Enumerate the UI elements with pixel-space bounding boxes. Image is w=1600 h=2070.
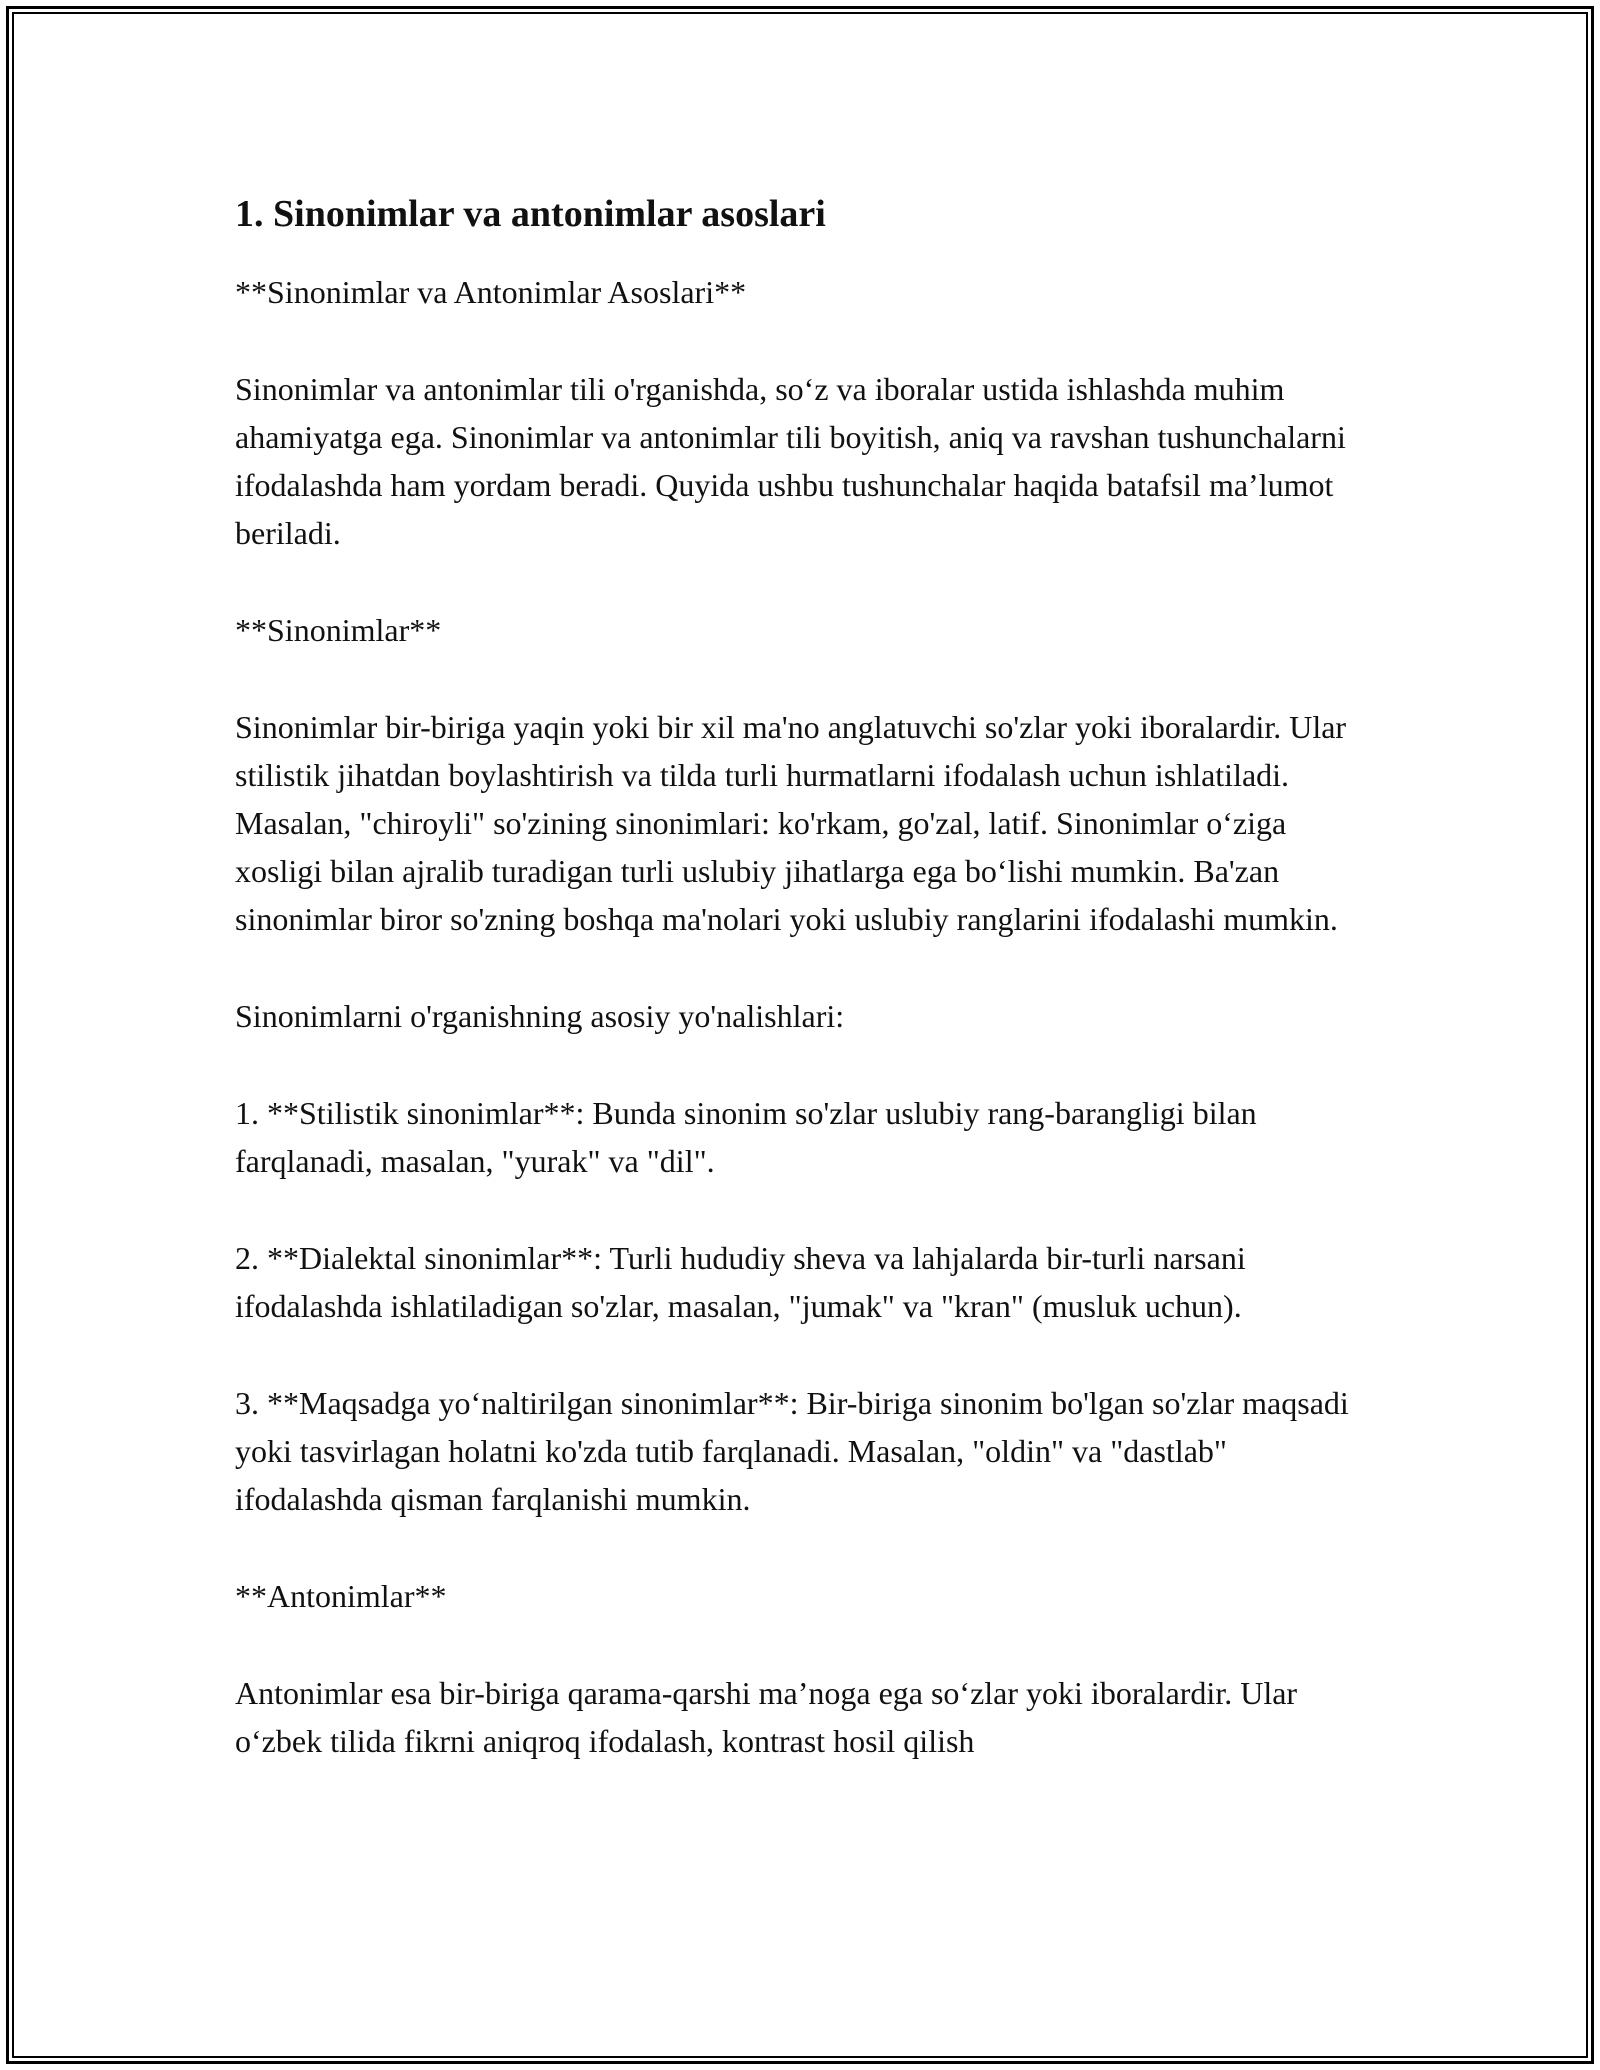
subtitle-paragraph: **Sinonimlar va Antonimlar Asoslari** — [235, 274, 747, 310]
synonyms-definition-paragraph: Sinonimlar bir-biriga yaqin yoki bir xil ma'no anglatuvchi so'zlar yoki iboralardir. Ular stilistik jihatdan boylashtirish va tilda turli hurmatlarni ifodalash uchun ishlatiladi. Masalan, "chiroyli" so'zining sinonimlari: ko'rkam, go'zal, latif. Sinonimlar o‘ziga xosligi bilan ajralib turadigan turli uslubiy jihatlarga ega bo‘lishi mumkin. Ba'zan sinonimlar biror so'zning boshqa ma'nolari yoki uslubiy ranglarini ifodalashi mumkin. — [235, 709, 1347, 937]
list-item-dialectal-synonyms: 2. **Dialektal sinonimlar**: Turli hududiy sheva va lahjalarda bir-turli narsani ifodalashda ishlatiladigan so'zlar, masalan, "jumak" va "kran" (musluk uchun). — [235, 1240, 1246, 1324]
synonyms-directions-intro: Sinonimlarni o'rganishning asosiy yo'nalishlari: — [235, 998, 845, 1034]
document-body — [235, 186, 1365, 1814]
intro-paragraph: Sinonimlar va antonimlar tili o'rganishda, so‘z va iboralar ustida ishlashda muhim ahamiyatga ega. Sinonimlar va antonimlar tili boyitish, aniq va ravshan tushunchalarni ifodalashda ham yordam beradi. Quyida ushbu tushunchalar haqida batafsil ma’lumot beriladi. — [235, 371, 1346, 551]
list-item-purposeful-synonyms: 3. **Maqsadga yo‘naltirilgan sinonimlar**: Bir-biriga sinonim bo'lgan so'zlar maqsadi yoki tasvirlagan holatni ko'zda tutib farqlanadi. Masalan, "oldin" va "dastlab" ifodalashda qisman farqlanishi mumkin. — [235, 1385, 1349, 1517]
antonyms-subheading: **Antonimlar** — [235, 1578, 447, 1614]
section-heading: 1. Sinonimlar va antonimlar asoslari — [235, 193, 826, 235]
list-item-stylistic-synonyms: 1. **Stilistik sinonimlar**: Bunda sinonim so'zlar uslubiy rang-barangligi bilan farqlanadi, masalan, "yurak" va "dil". — [235, 1095, 1257, 1179]
synonyms-subheading: **Sinonimlar** — [235, 612, 442, 648]
antonyms-definition-paragraph: Antonimlar esa bir-biriga qarama-qarshi ma’noga ega so‘zlar yoki iboralardir. Ular o‘zbek tilida fikrni aniqroq ifodalash, kontrast hosil qilish — [235, 1675, 1298, 1759]
